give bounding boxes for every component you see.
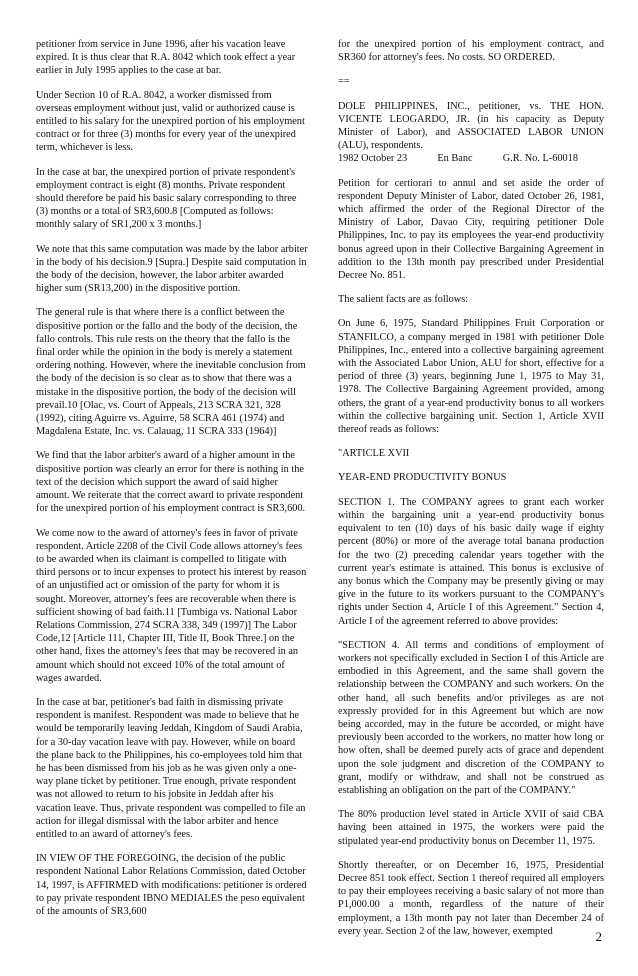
- article-heading: "ARTICLE XVII: [338, 448, 410, 460]
- paragraph: We come now to the award of attorney's fees in favor of private respondent. Article 2208 of the Civil Code allows attorney's fees to be awarded when its claimant is compelled to litigate with third persons or to incur expenses to protect his interest by reason of an unjustified act or omission of the party for whom it is sought. Moreover, attorney's fees are recoverable when there is sufficient showing of bad faith.11 [Tumbiga vs. National Labor Relations Commission, 274 SCRA 338, 349 (1997)] The Labor Code,12 [Article 111, Chapter III, Title II, Book Three.] on the other hand, fixes the attorney's fees that may be recovered in an amount which should not exceed 10% of the total amount of wages awarded.: [36, 527, 307, 684]
- article-title: YEAR-END PRODUCTIVITY BONUS: [338, 472, 507, 484]
- paragraph: The general rule is that where there is a conflict between the dispositive portion or the fallo and the body of the decision, the fallo controls. This rule rests on the theory that the fallo is the final order while the opinion in the body is merely a statement ordering nothing. However, where the inevitable conclusion from the body of the decision is so clear as to show that there was a mistake in the dispositive portion, the body of the decision will prevail.10 [Olac, vs. Court of Appeals, 213 SCRA 321, 328 (1992), citing Aguirre vs. Aguirre, 58 SCRA 461 (1974) and Magdalena Estate, Inc. vs. Calauag, 11 SCRA 333 (1964)]: [36, 307, 306, 438]
- paragraph: SECTION 1. The COMPANY agrees to grant each worker within the bargaining unit a year-end productivity bonus equivalent to ten (10) days of his basic daily wage if eighty percent (80%) or more of the average total banana production for the two (2) preceding calendar years together with the current year's estimate is attained. This bonus is exclusive of any bonus which the Company may be presently giving or may give in the future to its workers pursuant to the COMPANY's rights under Section 4, Article I of this Agreement." Section 4, Article I of the agreement referred to above provides:: [338, 496, 604, 627]
- case-title: DOLE PHILIPPINES, INC., petitioner, vs. THE HON. VICENTE LEOGARDO, JR. (in his capacity as Deputy Minister of Labor), and ASSOCIATED LABOR UNION (ALU), respondents.: [338, 100, 604, 152]
- paragraph: On June 6, 1975, Standard Philippines Fruit Corporation or STANFILCO, a company merged in 1981 with petitioner Dole Philippines, Inc., entered into a collective bargaining agreement with the Associated Labor Union, ALU for short, effective for a period of three (3) years, beginning June 1, 1975 to May 31, 1978. The Collective Bargaining Agreement provided, among others, the grant of a year-end productivity bonus to all workers within the collective bargaining unit. Section 1, Article XVII thereof reads as follows:: [338, 318, 604, 436]
- case-gr-number: G.R. No. L-60018: [502, 153, 578, 165]
- paragraph: The 80% production level stated in Article XVII of said CBA having been attained in 1975, the workers were paid the stipulated year-end productivity bonus on December 11, 1975.: [338, 809, 604, 847]
- paragraph: Petition for certiorari to annul and set aside the order of respondent Deputy Minister of Labor, dated October 26, 1981, which affirmed the order of the Regional Director of the Ministry of Labor, Davao City, requiring petitioner Dole Philippines, Inc. to pay its employees the year-end productivity bonus agreed upon in their Collective Bargaining Agreement in addition to the 13th month pay prescribed under Presidential Decree No. 851.: [338, 177, 604, 282]
- paragraph: We find that the labor arbiter's award of a higher amount in the dispositive portion was clearly an error for there is nothing in the text of the decision which support the award of said higher amount. We reiterate that the correct award to private respondent for the unexpired portion of his employment contract is SR3,600.: [36, 450, 306, 515]
- paragraph: We note that this same computation was made by the labor arbiter in the body of his decision.9 [Supra.] Despite said computation in the body of the decision, however, the labor arbiter awarded higher sum (SR13,200) in the dispositive portion.: [36, 243, 308, 295]
- left-text-column: [36, 38, 308, 929]
- page-number: 2: [595, 929, 602, 944]
- paragraph: "SECTION 4. All terms and conditions of employment of workers not specifically excluded in Section I of this Article are embodied in this Agreement, and the same shall govern the relationship between the COMPANY and such workers. On the other hand, all such benefits and/or privileges as are not expressly provided for in this Agreement but which are now being accorded, may in the future be accorded, or might have previously been accorded to the workers, no matter how long or how often, shall be deemed purely acts of grace and dependent upon the sole judgment and discretion of the COMPANY to grant, modify or withdraw, and shall not be construed as establishing an obligation on the part of the COMPANY.": [338, 639, 604, 796]
- case-citation-row: [338, 152, 604, 165]
- case-court: En Banc: [437, 153, 473, 165]
- paragraph: petitioner from service in June 1996, after his vacation leave expired. It is thus clear that R.A. 8042 which took effect a year earlier in July 1995 applies to the case at bar.: [36, 39, 296, 77]
- paragraph: In the case at bar, petitioner's bad faith in dismissing private respondent is manifest. Respondent was made to believe that he would be temporarily leaving Jeddah, Kingdom of Saudi Arabia, for a 30-day vacation leave with pay. However, while on board the plane back to the Philippines, his co-employees told him that he has been dismissed from his job as he was given only a one-way plane ticket by petitioner. True enough, private respondent was not allowed to return to his jobsite in Jeddah after his vacation leave. Thus, private respondent was compelled to file an action for illegal dismissal with the labor arbiter and hence entitled to an award of attorney's fees.: [36, 696, 306, 840]
- case-date: 1982 October 23: [338, 153, 408, 165]
- right-text-column: [338, 38, 604, 949]
- paragraph: IN VIEW OF THE FOREGOING, the decision of the public respondent National Labor Relations Commission, dated October 14, 1997, is AFFIRMED with modifications: petitioner is ordered to pay private respondent IBNO MEDIALES the peso equivalent of the amounts of SR3,600: [36, 853, 307, 917]
- paragraph: In the case at bar, the unexpired portion of private respondent's employment contract is eight (8) months. Private respondent should therefore be paid his basic salary corresponding to three (3) months or a total of SR3,600.8 [Computed as follows: monthly salary of SR1,200 x 3 months.]: [36, 166, 297, 231]
- paragraph: for the unexpired portion of his employment contract, and SR360 for attorney's fees. No costs. SO ORDERED.: [338, 39, 604, 64]
- paragraph: The salient facts are as follows:: [338, 294, 469, 306]
- separator: ==: [338, 76, 350, 88]
- paragraph: Under Section 10 of R.A. 8042, a worker dismissed from overseas employment without just, valid or authorized cause is entitled to his salary for the unexpired portion of his employment contract or for three (3) months for every year of the unexpired term, whichever is less.: [36, 89, 305, 154]
- paragraph: Shortly thereafter, or on December 16, 1975, Presidential Decree 851 took effect. Section 1 thereof required all employers to pay their employees receiving a basic salary of not more than P1,000.00 a month, regardless of the nature of their employment, a 13th month pay not later than December 24 of every year. Section 2 of the law, however, exempted: [338, 859, 604, 937]
